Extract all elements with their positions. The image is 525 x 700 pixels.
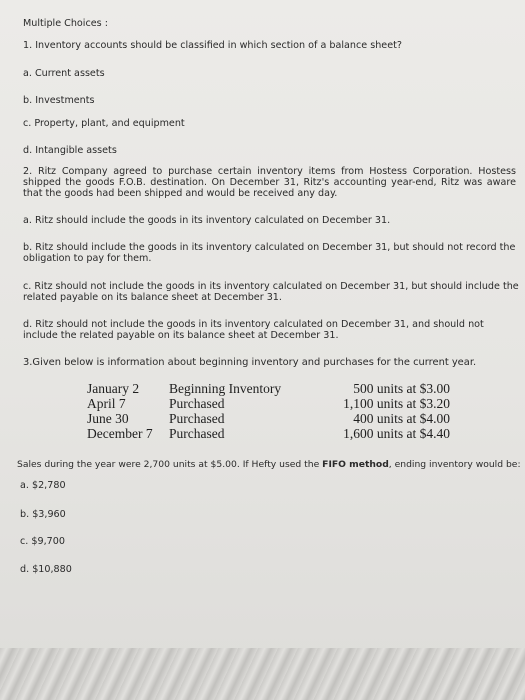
q3-stem-after: , ending inventory would be: (388, 459, 521, 470)
row-date: April 7 (87, 396, 126, 411)
row-type: Purchased (169, 411, 225, 426)
row-date: December 7 (87, 426, 153, 441)
q3-stem-before: Sales during the year were 2,700 units at $5.00. If Hefty used the (17, 459, 323, 470)
row-units: 1,100 units at $3.20 (343, 396, 450, 411)
q2-question: 2. Ritz Company agreed to purchase certain inventory items from Hostess Corporation. Hostess shipped the goods F.O.B. destination. On December 31, Ritz's accounting year-end, Ritz was aware that the goods had been shipped and would be received any day. (23, 166, 516, 199)
q1-option-d: d. Intangible assets (23, 145, 117, 156)
row-date: June 30 (87, 411, 129, 426)
row-units: 1,600 units at $4.40 (343, 426, 450, 441)
inventory-units-column (325, 381, 450, 441)
row-type: Purchased (169, 426, 225, 441)
row-type: Purchased (169, 396, 225, 411)
q2-option-c: c. Ritz should not include the goods in its inventory calculated on December 31, but should include the related payable on its balance sheet at December 31. (23, 281, 519, 303)
q3-option-c: c. $9,700 (20, 536, 65, 547)
q3-option-d: d. $10,880 (20, 564, 72, 575)
inventory-type-column (169, 381, 281, 441)
q2-option-b: b. Ritz should include the goods in its inventory calculated on December 31, but should not record the obligation to pay for them. (23, 242, 516, 264)
q3-stem (17, 459, 521, 471)
q2-option-a: a. Ritz should include the goods in its inventory calculated on December 31. (23, 215, 391, 226)
row-type: Beginning Inventory (169, 381, 282, 396)
q2-option-d: d. Ritz should not include the goods in its inventory calculated on December 31, and should not include the related payable on its balance sheet at December 31. (23, 319, 484, 341)
row-units: 500 units at $3.00 (353, 381, 450, 396)
q3-stem-bold: FIFO method (322, 459, 389, 470)
q3-intro: 3.Given below is information about beginning inventory and purchases for the current year. (23, 357, 477, 368)
q3-option-a: a. $2,780 (20, 480, 66, 491)
heading: Multiple Choices : (23, 18, 108, 29)
row-units: 400 units at $4.00 (353, 411, 450, 426)
q3-option-b: b. $3,960 (20, 509, 66, 520)
q1-option-a: a. Current assets (23, 68, 105, 79)
q1-question: 1. Inventory accounts should be classified in which section of a balance sheet? (23, 40, 402, 51)
row-date: January 2 (87, 381, 140, 396)
q1-option-b: b. Investments (23, 95, 95, 106)
q1-option-c: c. Property, plant, and equipment (23, 118, 185, 129)
paper-fold-shadow (0, 648, 525, 700)
inventory-dates-column (87, 381, 153, 441)
